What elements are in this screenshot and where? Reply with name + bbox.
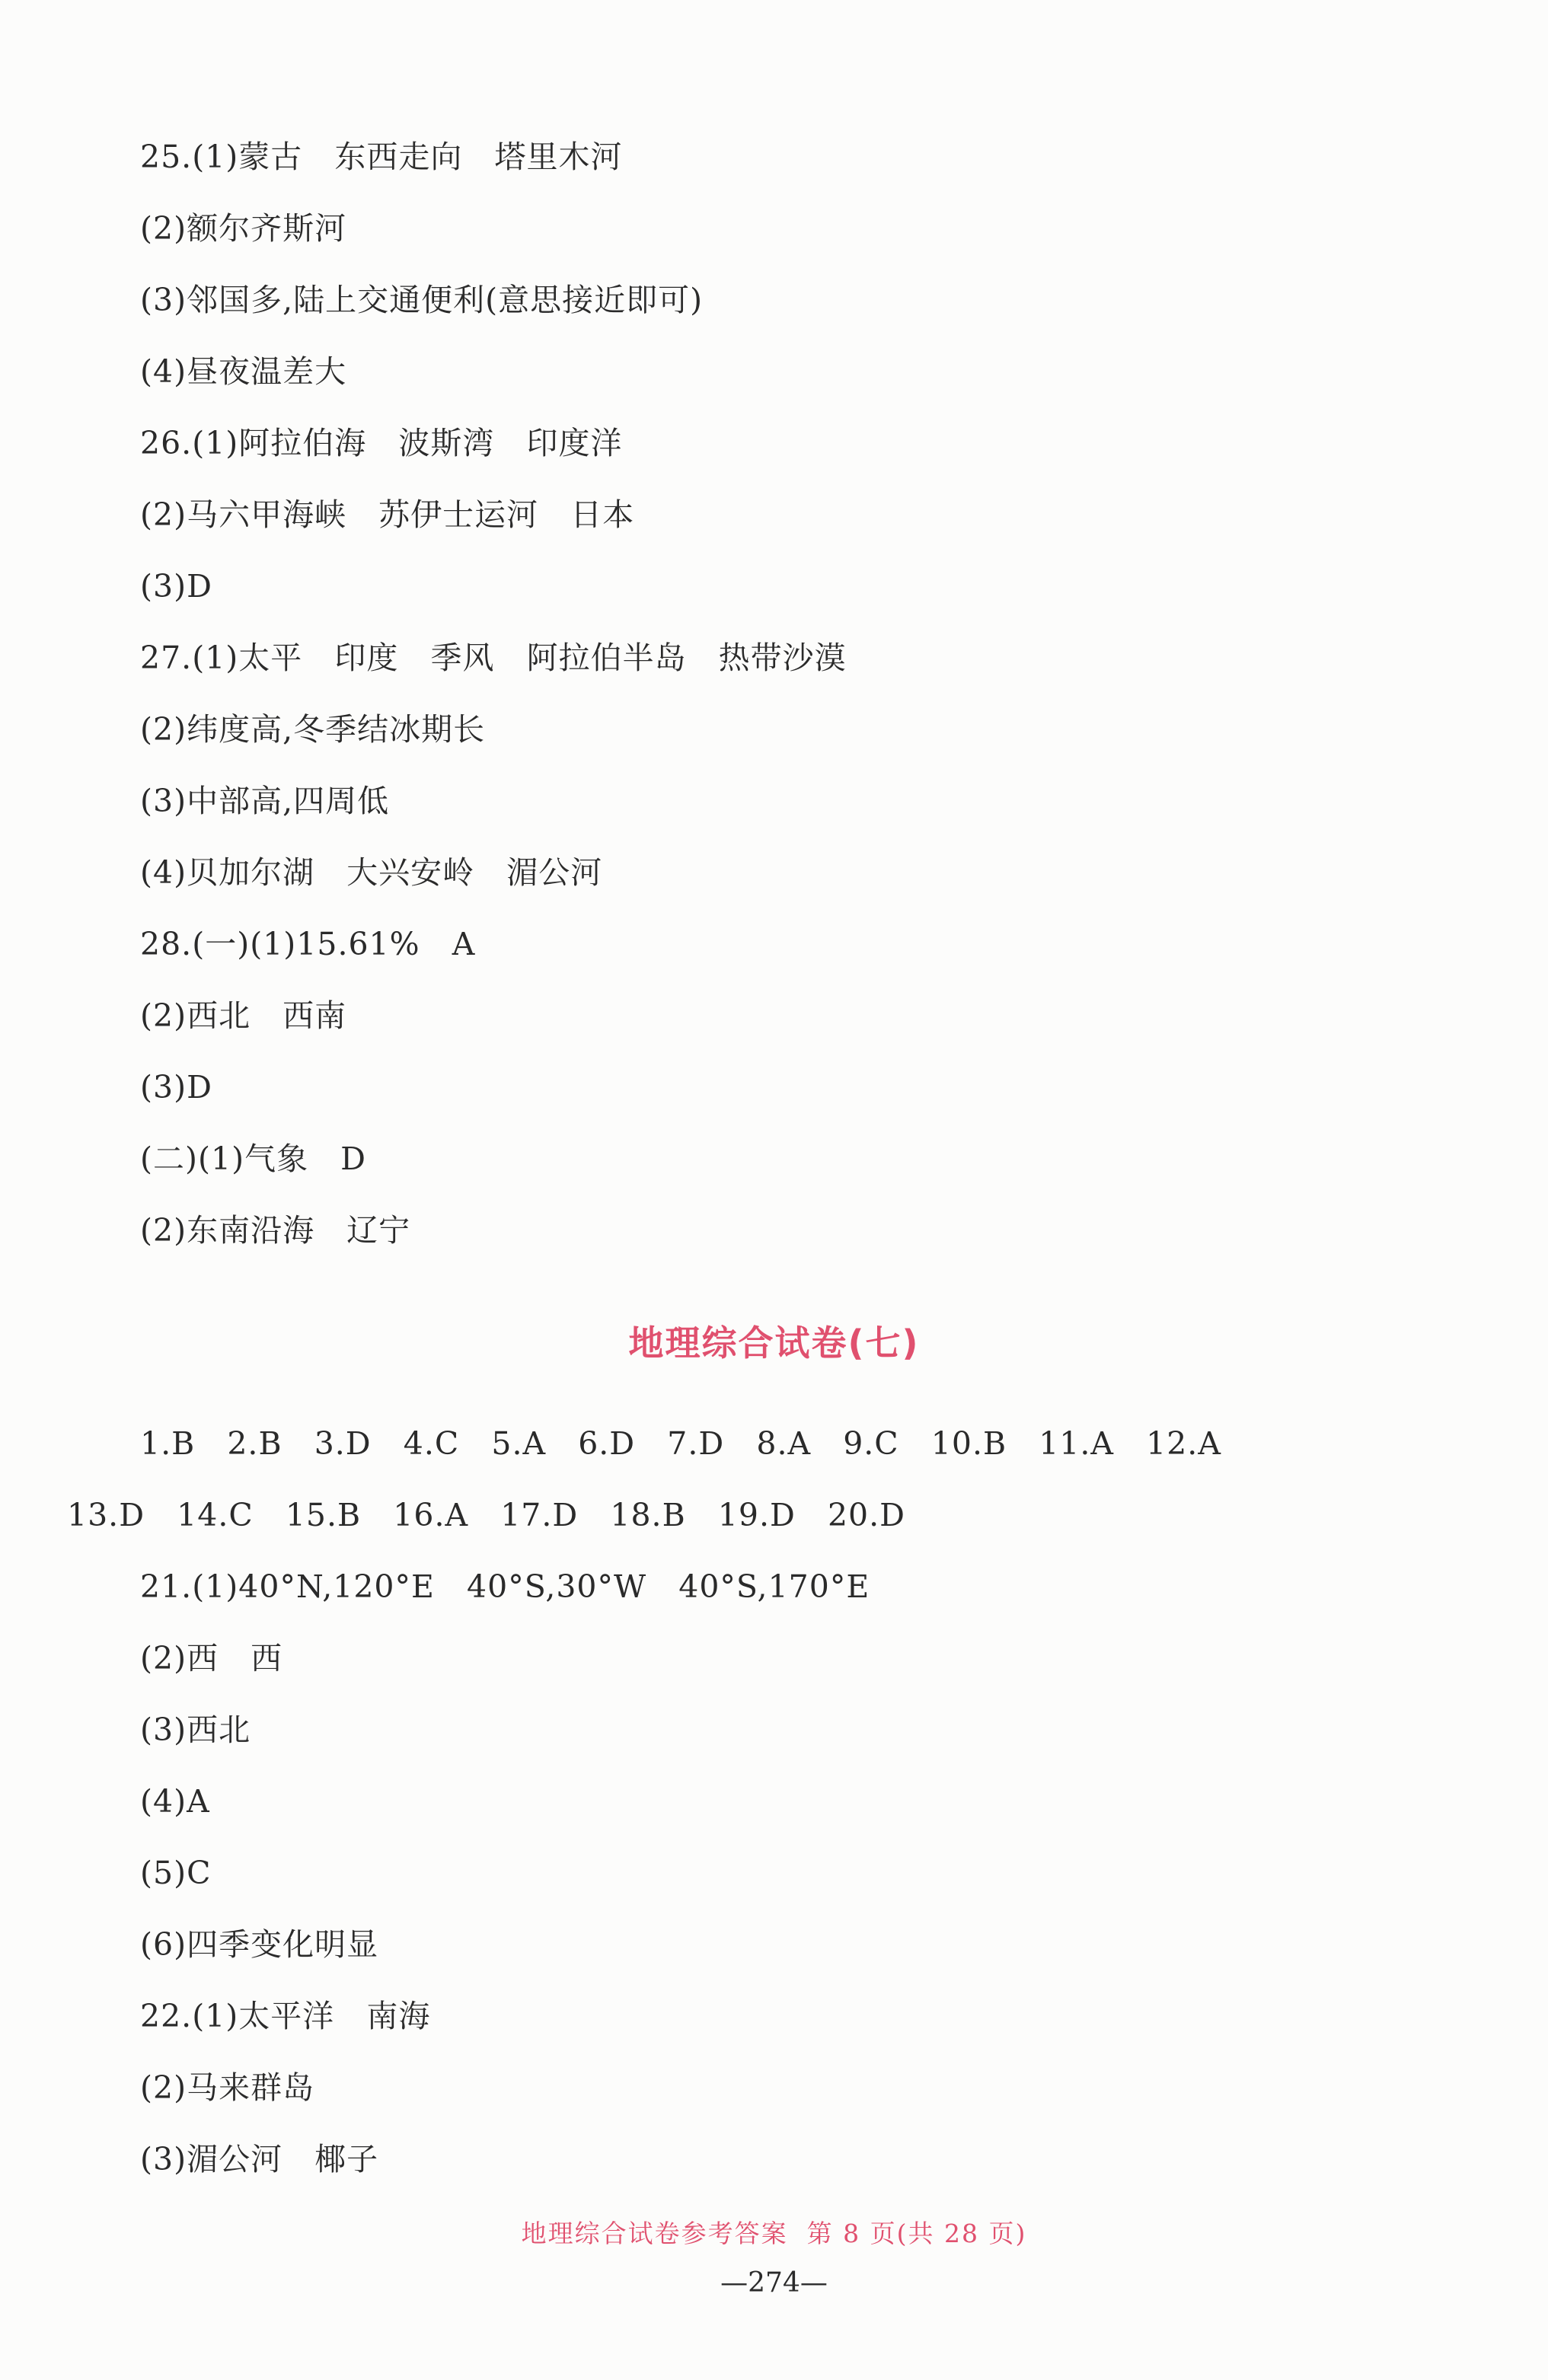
answer-line: 26.(1)阿拉伯海 波斯湾 印度洋: [140, 425, 623, 461]
answer-line: (4)昼夜温差大: [140, 353, 347, 390]
answer-line: (2)纬度高,冬季结冰期长: [140, 711, 486, 748]
answer-line: (2)西北 西南: [140, 997, 347, 1034]
answer-line: (3)邻国多,陆上交通便利(意思接近即可): [140, 282, 704, 318]
choice-answers-row: 13.D 14.C 15.B 16.A 17.D 18.B 19.D 20.D: [67, 1497, 906, 1533]
page-number: —274—: [720, 2267, 828, 2299]
answer-line: 27.(1)太平 印度 季风 阿拉伯半岛 热带沙漠: [140, 640, 847, 676]
choice-answers-row: 1.B 2.B 3.D 4.C 5.A 6.D 7.D 8.A 9.C 10.B 11.A 12.A: [140, 1425, 1221, 1462]
answer-line: (2)马来群岛: [140, 2069, 315, 2106]
answer-line: 25.(1)蒙古 东西走向 塔里木河: [140, 139, 623, 175]
answer-line: 21.(1)40°N,120°E 40°S,30°W 40°S,170°E: [140, 1568, 870, 1605]
answer-line: (3)D: [140, 1069, 212, 1105]
footer-caption: 地理综合试卷参考答案 第 8 页(共 28 页): [521, 2219, 1027, 2248]
answer-line: (2)东南沿海 辽宁: [140, 1212, 411, 1249]
answer-line: 28.(一)(1)15.61% A: [140, 926, 476, 962]
answer-line: (3)西北: [140, 1712, 251, 1748]
answer-line: (二)(1)气象 D: [140, 1141, 367, 1177]
answer-line: (3)湄公河 椰子: [140, 2141, 379, 2177]
answer-line: (2)额尔齐斯河: [140, 210, 347, 247]
answer-line: (4)A: [140, 1783, 210, 1820]
answer-line: (3)中部高,四周低: [140, 783, 390, 819]
answer-line: (4)贝加尔湖 大兴安岭 湄公河: [140, 854, 603, 891]
answer-line: (2)马六甲海峡 苏伊士运河 日本: [140, 496, 635, 533]
answer-line: (3)D: [140, 568, 212, 605]
section-title: 地理综合试卷(七): [628, 1322, 920, 1364]
answer-line: (5)C: [140, 1855, 212, 1891]
answer-line: (6)四季变化明显: [140, 1926, 379, 1963]
answer-line: 22.(1)太平洋 南海: [140, 1998, 431, 2034]
answer-line: (2)西 西: [140, 1640, 283, 1677]
